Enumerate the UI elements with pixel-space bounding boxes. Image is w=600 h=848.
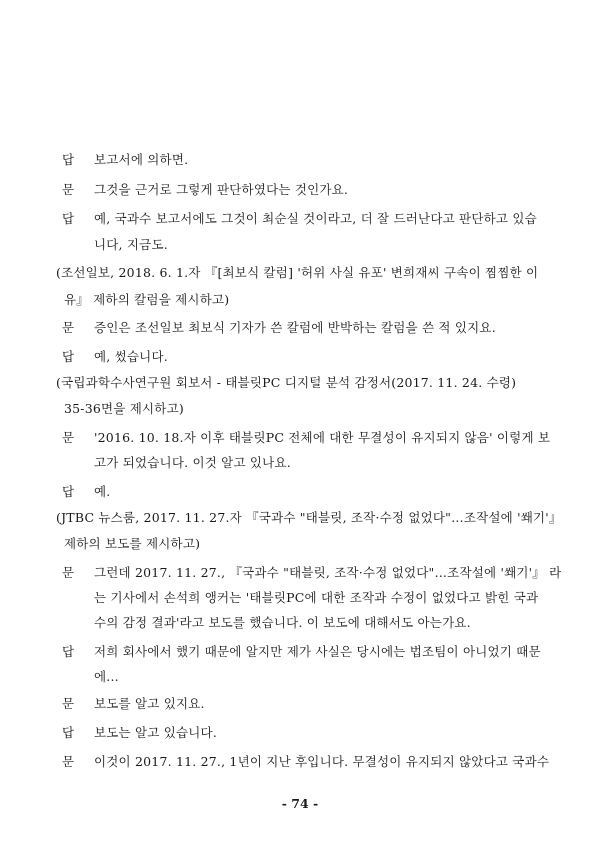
line-text: 고가 되었습니다. 이것 알고 있나요. [94, 455, 291, 470]
note-text: 유』 제하의 칼럼을 제시하고) [64, 292, 230, 307]
line-text: 예, 썼습니다. [94, 349, 168, 364]
speaker-label: 답 [62, 152, 75, 167]
speaker-label: 답 [62, 484, 75, 499]
note-text: 제하의 보도를 제시하고) [64, 536, 201, 551]
line-text: 그런데 2017. 11. 27., 『국과수 "태블릿, 조작·수정 없었다"…조작설에 '쐐기'』 라 [94, 565, 562, 580]
line-text: 증인은 조선일보 최보식 기자가 쓴 칼럼에 반박하는 칼럼을 쓴 적 있지요. [94, 320, 496, 335]
line-text: 보고서에 의하면. [94, 152, 189, 167]
speaker-label: 답 [62, 644, 75, 659]
note-text: (국립과학수사연구원 회보서 - 태블릿PC 디지털 분석 감정서(2017. 11. 24. 수령) [56, 375, 517, 390]
speaker-label: 문 [62, 565, 75, 580]
line-text: 이것이 2017. 11. 27., 1년이 지난 후입니다. 무결성이 유지되지 않았다고 국과수 [94, 754, 550, 769]
line-text: 보도를 알고 있지요. [94, 696, 205, 711]
speaker-label: 문 [62, 430, 75, 445]
line-text: 그것을 근거로 그렇게 판단하였다는 것인가요. [94, 182, 349, 197]
line-text: 보도는 알고 있습니다. [94, 725, 217, 740]
note-text: (JTBC 뉴스룸, 2017. 11. 27.자 『국과수 "태블릿, 조작·수정 없었다"…조작설에 '쐐기'』 [56, 510, 562, 525]
line-text: 니다, 지금도. [94, 237, 168, 252]
speaker-label: 문 [62, 696, 75, 711]
speaker-label: 문 [62, 754, 75, 769]
speaker-label: 문 [62, 320, 75, 335]
line-text: 는 기사에서 손석희 앵커는 '태블릿PC에 대한 조작과 수정이 없었다고 밝힌 국과 [94, 590, 539, 605]
line-text: 예. [94, 484, 111, 499]
line-text: 저희 회사에서 했기 때문에 알지만 제가 사실은 당시에는 법조팀이 아니었기 때문 [94, 644, 541, 659]
speaker-label: 문 [62, 182, 75, 197]
line-text: 수의 감정 결과'라고 보도를 했습니다. 이 보도에 대해서도 아는가요. [94, 615, 471, 630]
speaker-label: 답 [62, 211, 75, 226]
note-text: (조선일보, 2018. 6. 1.자 『[최보식 칼럼] '허위 사실 유포' 변희재씨 구속이 찜찜한 이 [56, 265, 539, 280]
page-number: - 74 - [281, 796, 319, 811]
line-text: '2016. 10. 18.자 이후 태블릿PC 전체에 대한 무결성이 유지되지 않음' 이렇게 보 [94, 430, 551, 445]
speaker-label: 답 [62, 725, 75, 740]
speaker-label: 답 [62, 349, 75, 364]
line-text: 예, 국과수 보고서에도 그것이 최순실 것이라고, 더 잘 드러난다고 판단하고 있습 [94, 211, 537, 226]
line-text: 에... [94, 669, 119, 684]
note-text: 35-36면을 제시하고) [64, 401, 184, 416]
